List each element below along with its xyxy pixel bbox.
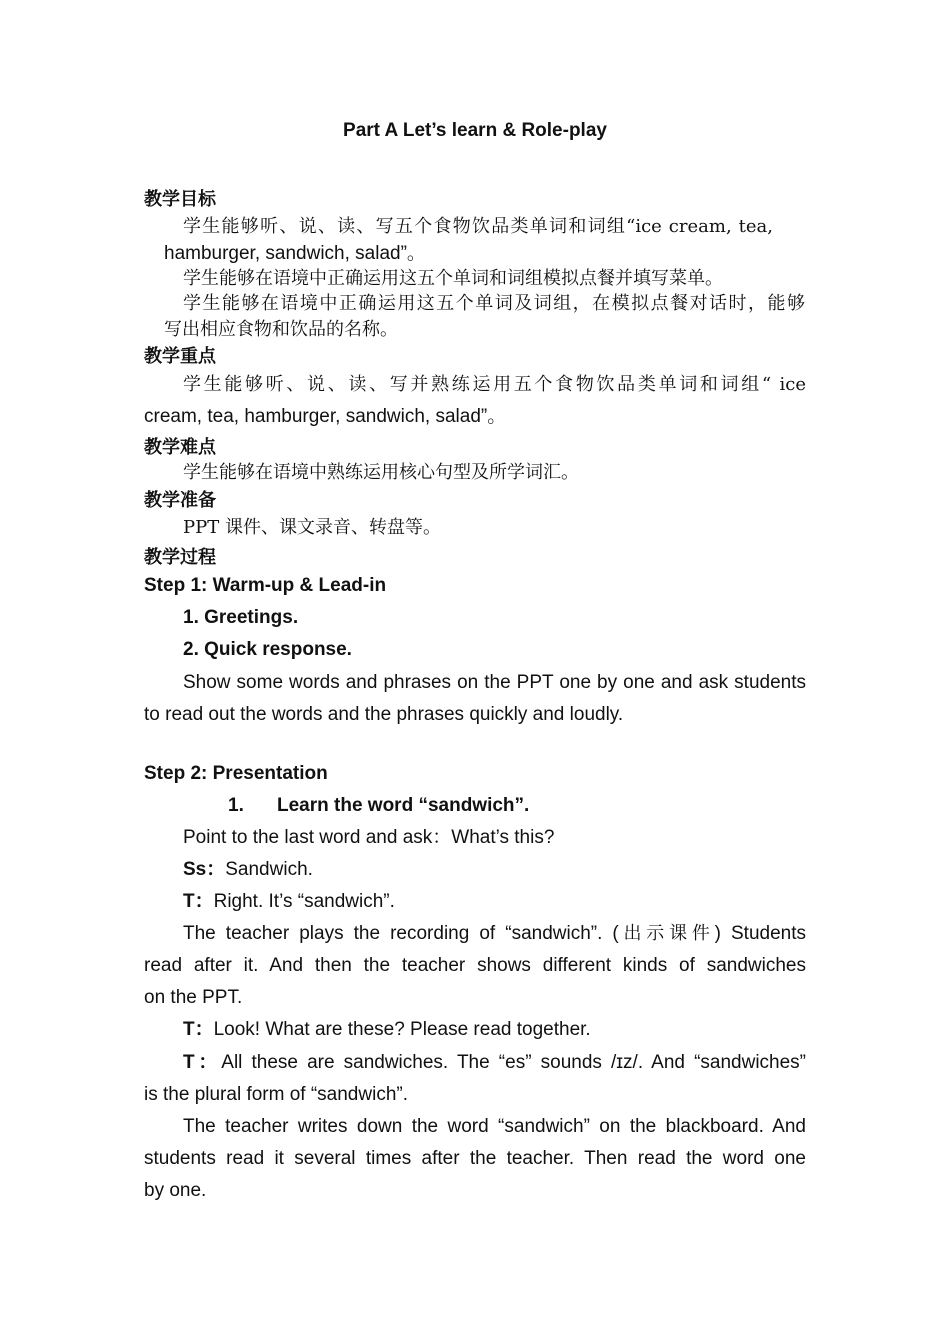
preparation-line-1: PPT 课件、课文录音、转盘等。 <box>183 517 441 538</box>
page-title: Part A Let’s learn & Role-play <box>343 120 607 141</box>
step2-dialogue-t-3 <box>183 1050 806 1076</box>
dialogue-text: Sandwich. <box>225 859 313 880</box>
difficulties-heading: 教学难点 <box>144 437 216 457</box>
key-points-line-1: 学生能够听、说、读、写并熟练运用五个食物饮品类单词和词组“ ice <box>183 374 806 395</box>
step2-item-1-number: 1. <box>228 795 244 816</box>
step2-title: Step 2: Presentation <box>144 763 328 784</box>
step2-paragraph-line-3: on the PPT. <box>144 987 243 1008</box>
step2-dialogue-t-2 <box>183 1017 591 1043</box>
key-points-line-2: cream, tea, hamburger, sandwich, salad”。 <box>144 406 507 427</box>
process-heading: 教学过程 <box>144 547 216 567</box>
objectives-line-2: hamburger, sandwich, salad”。 <box>164 243 426 264</box>
objectives-heading: 教学目标 <box>144 189 216 209</box>
paragraph-text: ) Students <box>714 923 807 944</box>
step1-item-1: 1. Greetings. <box>183 607 299 628</box>
dialogue-text: Look! What are these? Please read together. <box>213 1019 591 1040</box>
step2-dialogue-t-1 <box>183 889 395 915</box>
step2-dialogue-ss <box>183 857 313 883</box>
step2-paragraph-line-5: students read it several times after the teacher. Then read the word one <box>144 1148 806 1169</box>
step2-paragraph-line-4: The teacher writes down the word “sandwich” on the blackboard. And <box>183 1116 806 1137</box>
paragraph-chinese-note: 出示课件 <box>618 923 715 944</box>
speaker-label: T： <box>183 891 214 912</box>
objectives-line-4: 学生能够在语境中正确运用这五个单词及词组，在模拟点餐对话时，能够 <box>183 293 805 314</box>
objectives-line-1: 学生能够听、说、读、写五个食物饮品类单词和词组“ice cream, tea, <box>183 216 773 237</box>
speaker-label: T： <box>183 1019 214 1040</box>
step2-paragraph-line-1 <box>183 921 806 947</box>
speaker-label: Ss： <box>183 859 226 880</box>
dialogue-text: All these are sandwiches. The “es” sounds /ɪz/. And “sandwiches” <box>221 1052 807 1073</box>
step2-paragraph-line-2: read after it. And then the teacher shows different kinds of sandwiches <box>144 955 806 976</box>
dialogue-text: Right. It’s “sandwich”. <box>213 891 395 912</box>
step1-paragraph-line-2: to read out the words and the phrases quickly and loudly. <box>144 704 624 725</box>
preparation-heading: 教学准备 <box>144 490 216 510</box>
objectives-line-3: 学生能够在语境中正确运用这五个单词和词组模拟点餐并填写菜单。 <box>183 268 723 289</box>
step2-line-6: is the plural form of “sandwich”. <box>144 1084 408 1105</box>
difficulties-line-1: 学生能够在语境中熟练运用核心句型及所学词汇。 <box>183 462 579 483</box>
step2-paragraph-line-6: by one. <box>144 1180 207 1201</box>
objectives-line-5: 写出相应食物和饮品的名称。 <box>164 319 398 340</box>
step2-line-1: Point to the last word and ask：What’s this? <box>183 827 555 848</box>
step1-title: Step 1: Warm-up & Lead-in <box>144 575 387 596</box>
step1-item-2: 2. Quick response. <box>183 639 352 660</box>
speaker-label: T： <box>183 1052 222 1073</box>
paragraph-text: The teacher plays the recording of “sandwich”. ( <box>183 923 619 944</box>
step1-paragraph-line-1: Show some words and phrases on the PPT one by one and ask students <box>183 672 806 693</box>
step2-item-1-text: Learn the word “sandwich”. <box>277 795 530 816</box>
key-points-heading: 教学重点 <box>144 346 216 366</box>
